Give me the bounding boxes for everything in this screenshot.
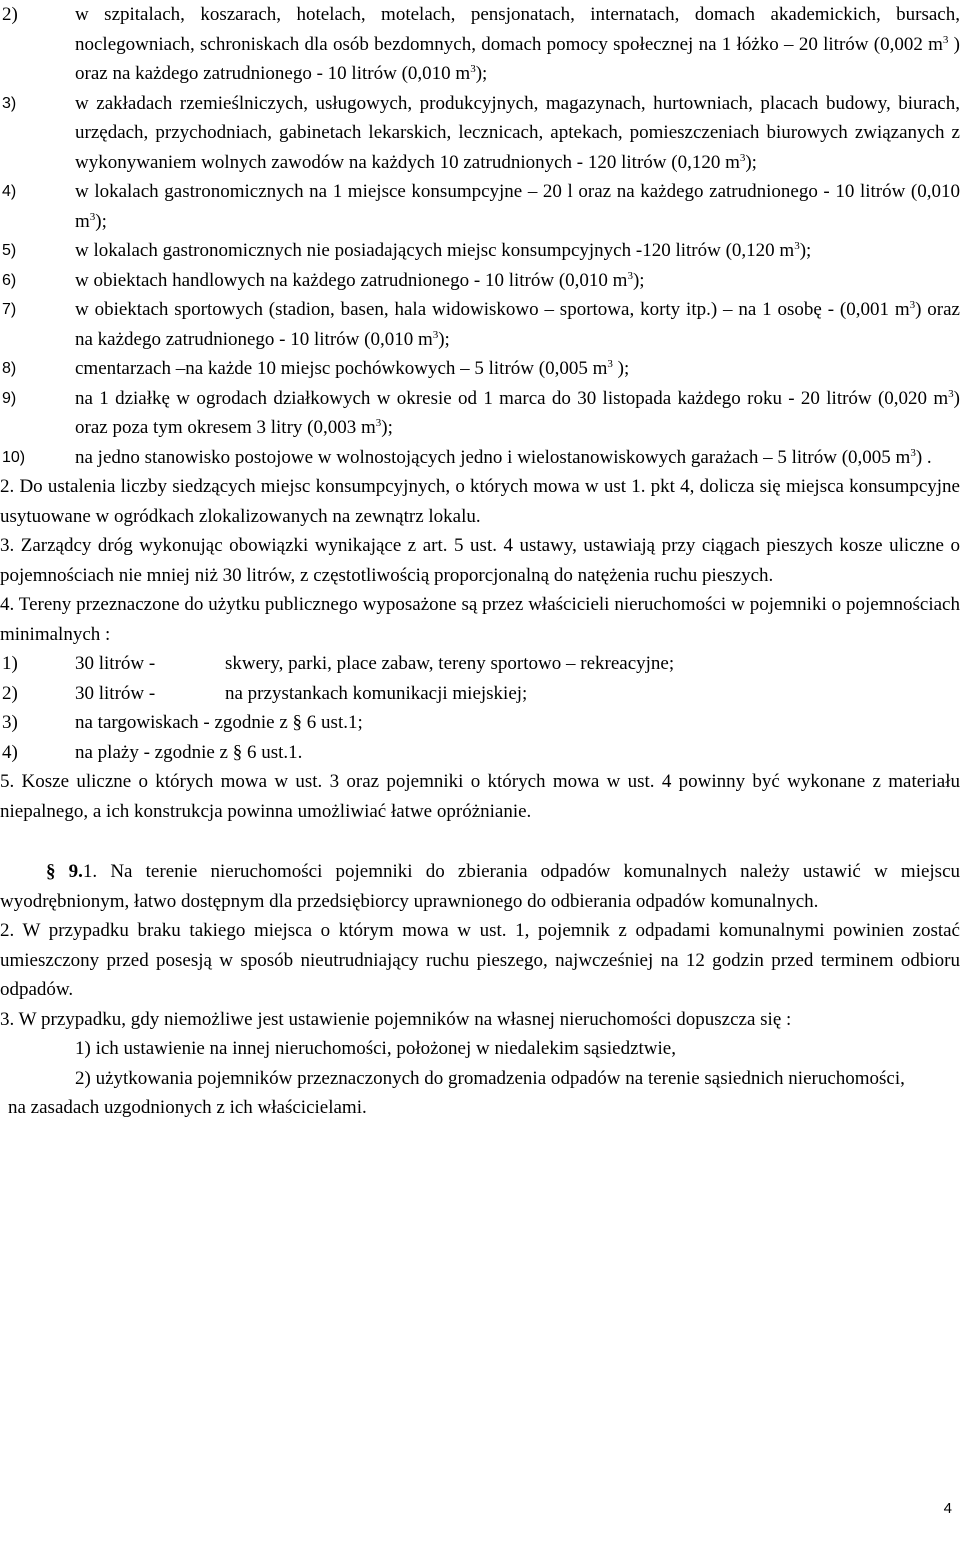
list-item-text: w lokalach gastronomicznych nie posiadających miejsc konsumpcyjnych -120 litrów (0,120 $m^3$);	[75, 240, 812, 261]
list-item-location: na przystankach komunikacji miejskiej;	[225, 682, 528, 704]
list-item-number: 1)	[2, 653, 18, 674]
list-item-text: w lokalach gastronomicznych na 1 miejsce konsumpcyjne – 20 l oraz na każdego zatrudnionego - 10 litrów (0,010 $m^3$);	[75, 181, 960, 232]
list-item-number: 10)	[2, 448, 26, 466]
list-item-number: 6)	[2, 271, 17, 289]
list-item-text: na targowiskach - zgodnie z § 6 ust.1;	[75, 712, 363, 733]
section-9-paragraph-3: 3. W przypadku, gdy niemożliwe jest ustawienie pojemników na własnej nieruchomości dopuszcza się :	[0, 1008, 792, 1030]
list-item-number: 3)	[2, 94, 17, 112]
section-title: § 9.	[46, 861, 83, 882]
list-item	[0, 266, 960, 296]
list-item-number: 4)	[2, 741, 18, 763]
list-item-text: na jedno stanowisko postojowe w wolnostojących jedno i wielostanowiskowych garażach – 5 litrów (0,005 $m^3$) .	[75, 446, 932, 468]
list-item	[0, 708, 960, 738]
list-item-text: w obiektach sportowych (stadion, basen, hala widowiskowo – sportowa, korty itp.) – na 1 osobę - (0,001 $m^3$) oraz na każdego zatrudnionego - 10 litrów (0,010 $m^3$);	[75, 299, 960, 350]
list-item-number: 7)	[2, 301, 17, 318]
list-item-number: 9)	[2, 389, 17, 407]
list-item-number: 5)	[2, 242, 17, 259]
section-9-paragraph-1: § 9.1. Na terenie nieruchomości pojemniki do zbierania odpadów komunalnych należy ustawić w miejscu wyodrębnionym, łatwo dostępnym dla przedsiębiorcy uprawnionego do odbierania odpadów komunalnych.	[0, 861, 960, 912]
section-9-paragraph-2: 2. W przypadku braku takiego miejsca o którym mowa w ust. 1, pojemnik z odpadami komunalnymi powinien zostać umieszczony przed posesją w sposób nieutrudniający ruchu pieszego, najwcześniej na 12 godzin przed terminem odbioru odpadów.	[0, 920, 960, 1000]
list-item-number: 3)	[2, 712, 18, 733]
list-item-text: na plaży - zgodnie z § 6 ust.1.	[75, 741, 303, 763]
list-item	[0, 649, 960, 679]
paragraph-3: 3. Zarządcy dróg wykonując obowiązki wynikające z art. 5 ust. 4 ustawy, ustawiają przy ciągach pieszych kosze uliczne o pojemnościach nie mniej niż 30 litrów, z częstotliwością proporcjonalną do natężenia ruchu pieszych.	[0, 535, 960, 586]
list-item	[0, 177, 960, 236]
container-size-list	[0, 649, 960, 767]
list-item-number: 2)	[2, 4, 18, 25]
list-item-volume: 30 litrów -	[75, 653, 156, 674]
list-item-number: 8)	[2, 360, 17, 377]
list-item	[0, 738, 960, 768]
list-item	[0, 679, 960, 709]
list-item-text: w obiektach handlowych na każdego zatrudnionego - 10 litrów (0,010 $m^3$);	[75, 269, 645, 291]
section-9-subitem-1: 1) ich ustawienie na innej nieruchomości, położonej w niedalekim sąsiedztwie,	[75, 1038, 676, 1059]
list-item-number: 4)	[2, 183, 17, 200]
paragraph-2: 2. Do ustalenia liczby siedzących miejsc konsumpcyjnych, o których mowa w ust 1. pkt 4, dolicza się miejsca konsumpcyjne usytuowane w ogródkach zlokalizowanych na zewnątrz lokalu.	[0, 476, 960, 527]
section-9-subitem-2: 2) użytkowania pojemników przeznaczonych do gromadzenia odpadów na terenie sąsiednich nieruchomości,	[75, 1067, 905, 1089]
list-item	[0, 295, 960, 354]
paragraph-4: 4. Tereny przeznaczone do użytku publicznego wyposażone są przez właścicieli nieruchomości w pojemniki o pojemnościach minimalnych :	[0, 594, 960, 645]
list-item	[0, 443, 960, 473]
list-item	[0, 384, 960, 443]
list-item-text: w szpitalach, koszarach, hotelach, motelach, pensjonatach, internatach, domach akademickich, bursach, noclegowniach, schroniskach dla osób bezdomnych, domach pomocy społecznej na 1 łóżko – 20 litrów (0,002 $m^3$ ) oraz na każdego zatrudnionego - 10 litrów (0,010 $m^3$);	[75, 4, 960, 84]
list-item-text: cmentarzach –na każde 10 miejsc pochówkowych – 5 litrów (0,005 $m^3$ );	[75, 358, 630, 379]
waste-volume-list	[0, 0, 960, 472]
section-9-closing: na zasadach uzgodnionych z ich właścicielami.	[8, 1097, 367, 1118]
list-item	[0, 89, 960, 178]
list-item	[0, 0, 960, 89]
list-item-number: 2)	[2, 682, 18, 704]
list-item-text: w zakładach rzemieślniczych, usługowych, produkcyjnych, magazynach, hurtowniach, placach budowy, biurach, urzędach, przychodniach, gabinetach lekarskich, lecznicach, aptekach, pomieszczeniach biurowych związanych z wykonywaniem wolnych zawodów na każdych 10 zatrudnionych - 120 litrów (0,120 $m^3$);	[75, 92, 960, 173]
spacer	[0, 826, 960, 857]
list-item-location: skwery, parki, place zabaw, tereny sportowo – rekreacyjne;	[225, 653, 675, 674]
list-item	[0, 354, 960, 384]
list-item-volume: 30 litrów -	[75, 682, 156, 704]
page-number: 4	[943, 1500, 952, 1517]
list-item	[0, 236, 960, 266]
paragraph-5: 5. Kosze uliczne o których mowa w ust. 3 oraz pojemniki o których mowa w ust. 4 powinny być wykonane z materiału niepalnego, a ich konstrukcja powinna umożliwiać łatwe opróżnianie.	[0, 771, 960, 822]
list-item-text: na 1 działkę w ogrodach działkowych w okresie od 1 marca do 30 listopada każdego roku - 20 litrów (0,020 $m^3$) oraz poza tym okresem 3 litry (0,003 $m^3$);	[75, 387, 960, 438]
